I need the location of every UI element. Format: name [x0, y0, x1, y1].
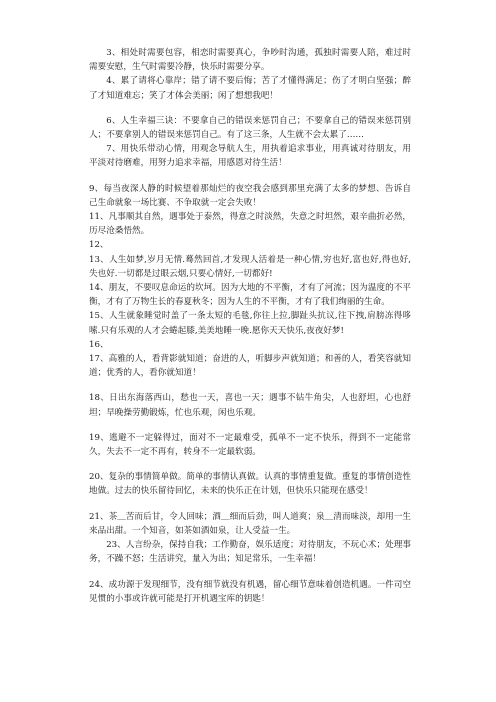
paragraph-spacer: [89, 567, 411, 578]
paragraph: 20、复杂的事情简单做。简单的事情认真做。认真的事情重复做。重复的事情创造性地做。过去的快乐留待回忆，未来的快乐正在计划，但快乐只能现在感受！: [89, 472, 411, 497]
paragraph-spacer: [89, 499, 411, 510]
paragraph: 16、: [89, 339, 109, 350]
paragraph: 9、每当夜深人静的时候望着那灿烂的夜空我会感到那里充满了太多的梦想、告诉自己生命就象一场比赛、不争取就一定会失败！: [89, 183, 411, 208]
paragraph: 19、逃避不一定躲得过，面对不一定最难受，孤单不一定不快乐，得到不一定能常久，失去不一定不再有，转身不一定最软弱。: [89, 432, 411, 458]
paragraph: 12、: [89, 240, 109, 251]
paragraph-spacer: [89, 380, 411, 391]
paragraph-spacer: [89, 103, 411, 114]
paragraph: 6、人生幸福三诀：不要拿自己的错误来惩罚自己；不要拿自己的错误来惩罚别人；不要拿别人的错误来惩罚自己。有了这三条，人生就不会太累了……: [89, 115, 411, 141]
paragraph: 23、人言纷杂，保持自我；工作勤奋，娱乐适度；对待朋友，不玩心术；处理事务，不躁不怒；生活讲究，量入为出；知足常乐，一生幸福！: [89, 540, 411, 565]
paragraph: 21、茶＿苦而后甘，令人回味；酒＿细而后劲，叫人道爽；泉＿清而味淡，却用一生来品出甜。一个知音，如茶如酒如泉，让人受益一生。: [89, 511, 411, 536]
paragraph-spacer: [89, 420, 411, 431]
paragraph: 17、高雅的人，看背影就知道；奋进的人，听脚步声就知道；和善的人，看笑容就知道；优秀的人，看你就知道！: [89, 354, 411, 379]
paragraph: 14、朋友，不要叹息命运的坎坷。因为大地的不平衡，才有了河流；因为温度的不平衡，才有了万物生长的春夏秋冬；因为人生的不平衡，才有了我们绚丽的生命。: [89, 283, 411, 308]
paragraph: 15、人生就象睡觉时盖了一条太短的毛毯,你往上拉,脚趾头抗议,往下拽,肩膀冻得哆嗦.只有乐观的人才会蜷起膝,美美地睡一晚.愿你天天快乐,夜夜好梦!: [89, 311, 411, 336]
document-body: [89, 46, 411, 606]
paragraph: 11、凡事顺其自然，遇事处于泰然，得意之时淡然，失意之时坦然，艰辛曲折必然，历尽沧桑悟然。: [89, 212, 411, 237]
paragraph: 7、用快乐带动心情，用观念导航人生，用执着追求事业，用真诚对待朋友，用平淡对待磨难，用努力追求幸福，用感恩对待生活！: [89, 144, 411, 169]
paragraph: 3、相处时需要包容，相恋时需要真心，争吵时沟通，孤独时需要人陪，难过时需要安慰，生气时需要冷静，快乐时需要分享。: [89, 48, 411, 73]
paragraph: 24、成功源于发现细节，没有细节就没有机遇，留心细节意味着创造机遇。一件司空见惯的小事或许就可能是打开机遇宝库的钥匙！: [89, 579, 411, 604]
paragraph: 18、日出东海落西山，愁也一天，喜也一天；遇事不钻牛角尖，人也舒坦，心也舒坦；早晚操劳勤锻炼，忙也乐观，闲也乐观。: [89, 393, 411, 418]
paragraph-spacer: [89, 171, 411, 182]
paragraph: 4、累了请将心靠岸；错了请不要后悔；苦了才懂得满足；伤了才明白坚强；醉了才知道难忘；笑了才体会美丽；闲了想想我吧！: [89, 76, 411, 101]
paragraph: 13、人生如梦,岁月无情.蓦然回首,才发现人活着是一种心情,穷也好,富也好,得也好,失也好.一切都是过眼云烟,只要心情好,一切都好!: [89, 254, 411, 279]
paragraph-spacer: [89, 459, 411, 470]
